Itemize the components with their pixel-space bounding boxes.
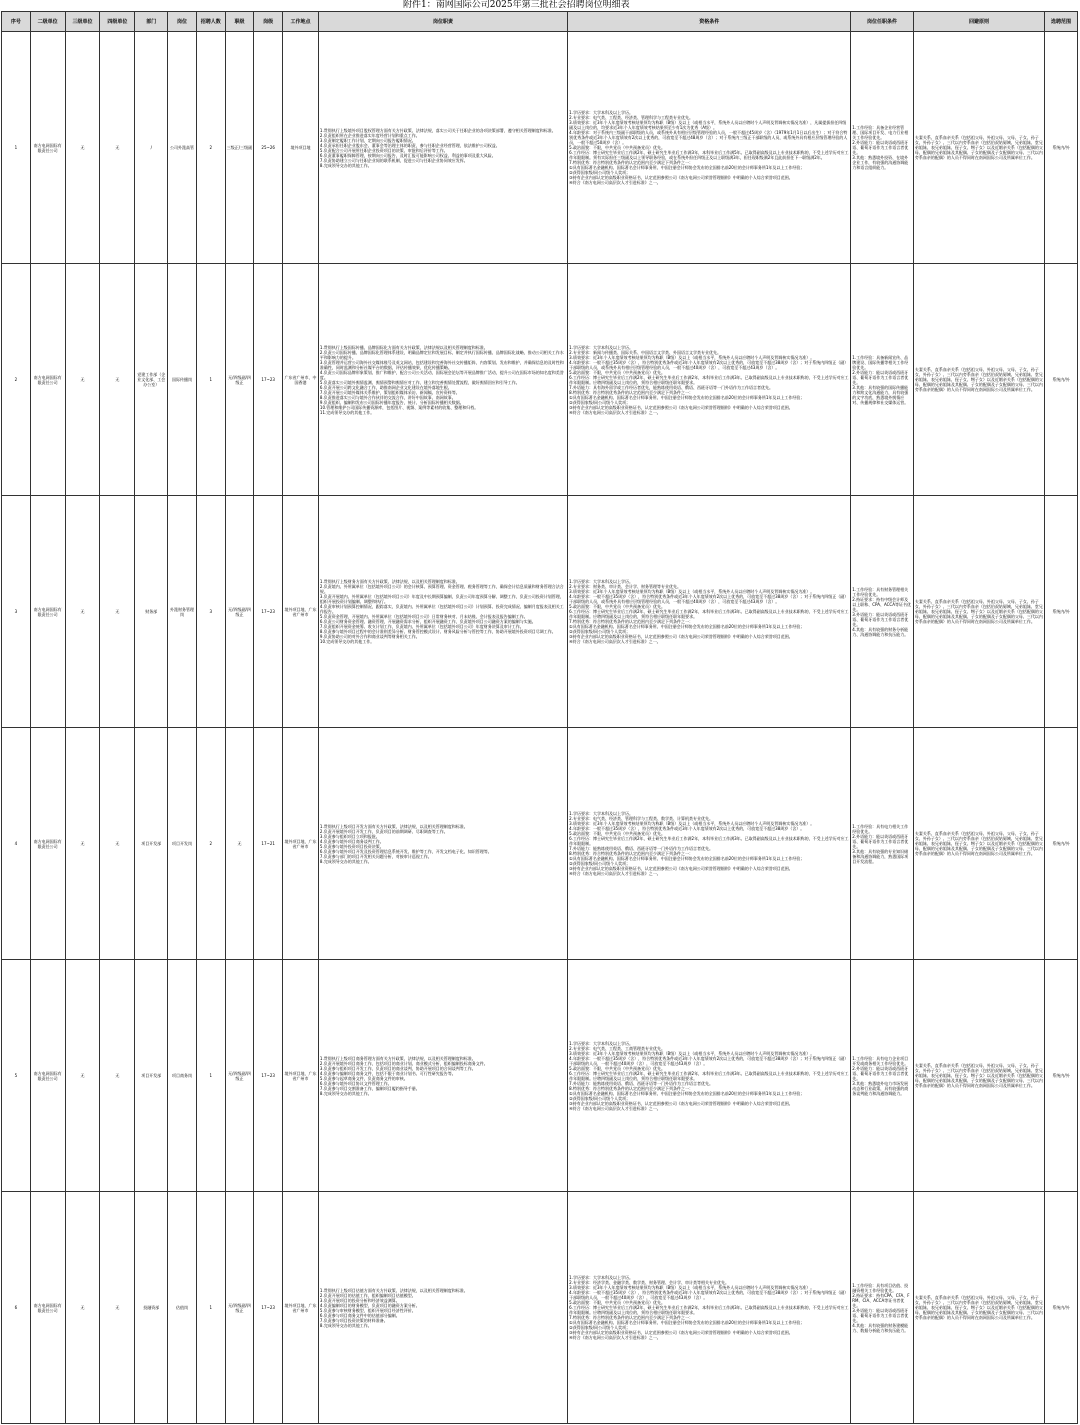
- job-duties-line: 1.贯彻执行上级国际传播、品牌国际化方面有关方针政策、法律法规以及相关管理制度和标准。: [319, 344, 488, 350]
- qualifications-line: 1.学历要求：大学本科及以上学历。: [569, 579, 633, 584]
- qualifications-line: 4.年龄要求：一般不超过35周岁（含），符合特别优秀条件或近3年个人年度绩效有2次以上优秀的，可放宽至不超过38周岁（含）；对于系统内四级正（副）干部职级的人员，一般不超过40周岁（含），可放宽至不超过43周岁（含）。: [569, 1055, 849, 1066]
- unit-level4: 无: [100, 496, 135, 728]
- job-requirements-line: 2.外语能力：能以英语或西班牙语、葡萄牙语作为工作语言者优先。: [852, 369, 909, 385]
- qualifications-line: 7.外语能力：能熟练使用英语、俄语、西班牙语等一门外语作为工作语言者优先。: [569, 1080, 713, 1086]
- job-duties-line: 4.负责审核计划预算控制情况，跟踪落实，负责境内、外所属单位（包括境外项目公司）计划预算、投资完成情况、编制月度报表及相关工作报告。: [319, 604, 564, 614]
- qualifications-line: 7.特别优秀：符合特别优秀条件的认定范围内至少满足下列条件之一：: [569, 1315, 693, 1320]
- job-requirements: [851, 960, 914, 1192]
- qualifications: [568, 496, 851, 728]
- table-row: [2, 32, 1078, 264]
- qualifications-line: ②获得国家级/同公司级个人奖项；: [569, 861, 631, 866]
- job-requirements-line: 2.外语能力：能以英语或西班牙语、葡萄牙语作为工作语言者优先。: [852, 1065, 909, 1081]
- unit-level2: 南方电网国际有限责任公司: [30, 1192, 65, 1424]
- job-duties-line: 9.负责协助公司的对外合作和商业谈判等财务相关工作。: [319, 634, 420, 639]
- qualifications-line: ③持有企业内部认定的高级职业资格证书，认定范围参照公司《南方电网公司荣誉管理细则》中明确的个人综合荣誉项目范围。: [569, 1100, 793, 1106]
- qualifications-line: 1.学历要求：大学本科及以上学历。: [569, 1040, 633, 1046]
- job-duties-line: 2.负责境内、外所属单位（包括境外项目公司）的会计核算、预算管理、资金管理、税务管理等工作，确保会计信息质量和财务管理合法合规。: [319, 584, 564, 594]
- qualifications-line: ③持有企业内部认定的高级职业资格证书，认定范围参照公司《南方电网公司荣誉管理细则》中明确的个人综合荣誉项目范围。: [569, 1330, 793, 1335]
- unit-level3: 无: [65, 264, 100, 496]
- job-duties-line: 4.负责编制项目的财务模型，负责项目的融资方案分析。: [319, 1302, 420, 1308]
- work-location: 境外项目地、广东省广州市: [283, 1192, 319, 1424]
- job-duties: [318, 264, 567, 496]
- job-requirements-line: 1.工作经验：具有项目估值、投融资相关工作经验优先。: [852, 1282, 909, 1293]
- qualifications-line: 4.年龄要求：对于系统内三级副干部职级的人员，或系统外具有相应层级管理经验的人员，一般不超过45周岁（含）（1979年1月1日以后出生）；对于符合特别优秀条件或近3年个人年度绩效有2次以上优秀的，可放宽至不超过48周岁（含）；对于系统内三级正干部职级的人员，或系统外具有相应层级管理经验的人员，一般不超过50周岁（含）。: [569, 130, 848, 145]
- qualifications-line: ③持有企业内部认定的高级职业资格证书，认定范围参照公司《南方电网公司荣誉管理细则》中明确的个人综合荣誉项目范围。: [569, 866, 793, 871]
- qualifications-line: ①具有国际著名金融机构、国际著名会计师事务所、中国注册会计师协会发布的全国排名前20位的会计师事务所1年及以上工作经验；: [569, 165, 805, 170]
- work-location: 境外项目地: [283, 32, 319, 264]
- job-duties-line: 4.负责公司国际品牌形象策划、推广和维护，配合公司公关活动，国际展会论坛等开展品牌推广活动，提升公司在国际市场的知名度和美誉度。: [319, 369, 564, 380]
- qualifications-line: ①具有国际著名金融机构、国际著名会计师事务所、中国注册会计师协会发布的全国排名前20位的会计师事务所1年及以上工作经验；: [569, 394, 805, 400]
- job-requirements-line: 2.外语能力：能以英语或西班牙语、葡萄牙语作为工作语言者优先。: [852, 833, 909, 849]
- job-duties-line: 4.负责参与境外项目商务谈判工作。: [319, 838, 384, 844]
- qualifications-line: 7.特别优秀：符合特别优秀条件的认定范围内至少满足下列条件之一：: [569, 619, 693, 624]
- qualifications-line: ④符合《南方电网公司高层次人才引进标准》之一。: [569, 871, 661, 876]
- header-row: [2, 12, 1078, 32]
- job-duties-line: 2.负责开展项目的估值工作，组织编制项目估值模型。: [319, 1292, 416, 1298]
- qualifications-line: 5.政治面貌：不限，中共党员（中共预备党员）优先。: [569, 369, 665, 375]
- header-cell: 岗级: [254, 12, 283, 32]
- qualifications-line: ④符合《南方电网公司高层次人才引进标准》之一。: [569, 1335, 661, 1340]
- qualifications: [568, 728, 851, 960]
- department: /: [135, 32, 168, 264]
- department: 项目开发部: [135, 728, 168, 960]
- job-duties-line: 7.负责参与项目交割准备工作，编制项目履约指导手册。: [319, 1085, 420, 1091]
- job-duties-line: 5.负责落实公司境外舆情监测、舆情预警和舆情应对工作，建立和完善舆情处置流程，做好舆情回应和引导工作。: [319, 379, 520, 385]
- unit-level3: 无: [65, 32, 100, 264]
- qualifications-line: ③持有企业内部认定的高级职业资格证书，认定范围参照公司《南方电网公司荣誉管理细则》中明确的个人综合荣誉项目范围。: [569, 175, 793, 180]
- job-duties-line: 3.负责开展境内、外所属单位（包括境外项目公司）年度及中长期预算编制，负责公司年度预算分解、调整工作，负责公司投资计划管理，组织开展投资计划编制、调整和执行。: [319, 594, 564, 604]
- row-number: 4: [2, 728, 31, 960]
- job-duties-line: 7.负责参与部门的项目开发相关问题分析，对接审计巡视工作。: [319, 853, 432, 859]
- selection-scope: 系统内/外: [1045, 496, 1078, 728]
- unit-level4: 无: [100, 728, 135, 960]
- header-cell: 工作地点: [283, 12, 319, 32]
- qualifications: [568, 1192, 851, 1424]
- qualifications-line: 2.专业要求：财务类、审计类、会计学、财务管理等专业优先。: [569, 584, 681, 589]
- header-cell: 部门: [135, 12, 168, 32]
- hire-count: 3: [196, 496, 225, 728]
- header-cell: 三级单位: [65, 12, 100, 32]
- unit-level2: 南方电网国际有限责任公司: [30, 32, 65, 264]
- job-duties: [318, 960, 567, 1192]
- qualifications-line: ①具有国际著名金融机构、国际著名会计师事务所、中国注册会计师协会发布的全国排名前20位的会计师事务所1年及以上工作经验；: [569, 624, 805, 629]
- qualifications-line: 1.学历要求：大学本科及以上学历。: [569, 110, 633, 115]
- qualifications-line: 2.专业要求：新闻与传播类、国际关系、中国语言文学类、外国语言文学类专业优先。: [569, 349, 721, 355]
- department: 财务部: [135, 496, 168, 728]
- job-requirements-line: 2.外语能力：能以英语或西班牙语、葡萄牙语作为工作语言者优先。: [852, 140, 909, 155]
- job-duties-line: 3.负责开展项目的投资分析和经济效益测算。: [319, 1297, 400, 1303]
- qualifications-line: 6.工作经历：博士研究生毕业后工作满2年，硕士研究生毕业后工作满2年，本科毕业后工作满3年。已取得副高级及以上专业技术职称的，不受上述学历对应工作年限限制。应聘四级副及以上岗位的，须符合相应职级任职年限要求。: [569, 374, 849, 385]
- job-duties-line: 3.负责参与组织项目开发工作，负责项目的商业谈判，协助开展项目的合同谈判等工作。: [319, 1065, 476, 1071]
- header-cell: 回避原则: [913, 12, 1044, 32]
- hire-count: 1: [196, 960, 225, 1192]
- job-duties-line: 8.完成领导交办的其他工作。: [319, 162, 372, 168]
- job-duties-line: 2.负责公司国际传播、品牌国际化管理体系建设，明确品牌定位和发展目标，制定并执行国际传播、品牌国际化战略，推动公司相关工作水平和影响力的提升。: [319, 349, 564, 360]
- job-duties-line: 11.完成领导交办的其他工作。: [319, 409, 375, 415]
- qualifications-line: 3.绩效要求：近3年个人年度绩效考核结果须均为称职（B级）及以上（或相当水平，系统外人员以应聘时个人声明及背调核实情况为准）。: [569, 589, 815, 594]
- department: 党建工作部（企业文化部、工会办公室）: [135, 264, 168, 496]
- job-duties-line: 5.负责参与起草商务文件，负责商务文件的审核。: [319, 1075, 408, 1081]
- selection-scope: 系统内/外: [1045, 960, 1078, 1192]
- job-duties-line: 5.负责参与境外投资项目投资决策。: [319, 843, 384, 849]
- job-requirements: [851, 264, 914, 496]
- header-cell: 招聘人数: [196, 12, 225, 32]
- position: 外派财务管理岗: [168, 496, 197, 728]
- pay-level: 17~23: [254, 1192, 283, 1424]
- job-duties-line: 8.完成领导交办的其他工作。: [319, 1090, 372, 1096]
- job-duties-line: 6.负责参与境外项目开发及投资管理信息系统开发、维护等工作，开发文档电子化、知识管理等。: [319, 848, 492, 854]
- qualifications-line: ①具有国际著名金融机构、国际著名会计师事务所、中国注册会计师协会发布的全国排名前20位的会计师事务所1年及以上工作经验；: [569, 1320, 805, 1325]
- qualifications-line: 6.工作经历：博士研究生毕业后工作满2年，硕士研究生毕业后工作满2年，本科毕业后工作满3年。已取得副高级及以上专业技术职称的，不受上述学历对应工作年限限制。应聘四级副及以上岗位的，须符合相应职级任职年限要求。: [569, 1305, 849, 1315]
- qualifications-line: 5.政治面貌：不限，中共党员（中共预备党员）优先。: [569, 831, 665, 836]
- job-requirements-line: 2.持证要求：持有中级会计师及以上职称、CPA、ACCA等证书优先。: [852, 596, 911, 612]
- job-duties-line: 2.负责组织所在企业推进落实年度经营计划和重点工作。: [319, 132, 420, 138]
- qualifications-line: 4.年龄要求：一般不超过35周岁（含），符合特别优秀条件或近3年个人年度绩效有2次以上优秀的，可放宽至不超过38周岁（含）。: [569, 826, 805, 831]
- unit-level3: 无: [65, 496, 100, 728]
- table-row: [2, 960, 1078, 1192]
- row-number: 6: [2, 1192, 31, 1424]
- hire-count: 2: [196, 32, 225, 264]
- qualifications-line: ④符合《南方电网公司高层次人才引进标准》之一。: [569, 180, 661, 185]
- qualifications-line: 6.工作经历：博士研究生毕业后工作满2年，硕士研究生毕业后工作满3年，本科毕业后工作满5年。已取得副高级及以上专业技术职称的，不受上述学历对应工作年限限制。须有实际担任三级副及以上领导职务经验，或在系统外担任四级正及以上职级满3年，担任现职级满2年且此前担任下一职级满2年。: [569, 150, 849, 160]
- job-requirements-line: 1.工作经验：具有电力企业项目开发或商务相关工作经验优先。: [852, 1055, 909, 1066]
- job-duties-line: 7.负责参与项目投资决策的材料准备。: [319, 1317, 388, 1323]
- position: 国际传播岗: [168, 264, 197, 496]
- qualifications-line: ④符合《南方电网公司高层次人才引进标准》之一。: [569, 409, 661, 415]
- qualifications-line: 1.学历要求：大学本科及以上学历。: [569, 811, 633, 816]
- qualifications-line: 1.学历要求：大学本科及以上学历。: [569, 1275, 633, 1280]
- qualifications-line: 3.绩效要求：近3年个人年度绩效考核结果须均为称职（B级）及以上（或相当水平，系统外人员以应聘时个人声明及背调核实情况为准）。: [569, 821, 815, 826]
- job-requirements-line: 4.其他：具有较强的财务分析能力、沟通协调能力和抗压能力。: [852, 626, 909, 637]
- header-cell: 二级单位: [30, 12, 65, 32]
- job-duties-line: 6.负责参与境外项目协议文件管理工作。: [319, 1080, 392, 1086]
- header-cell: 职级: [225, 12, 254, 32]
- job-duties-line: 9.负责组织、编制和发布公司国际传播年度报告，统计、分析国际传播相关数据。: [319, 399, 464, 405]
- job-duties-line: 6.负责董事履职保障管理，按期向公司报告，及时汇报可能影响公司权益、利益的事项及重大风险。: [319, 152, 496, 158]
- header-cell: 资格条件: [568, 12, 851, 32]
- job-duties-line: 6.负责公司财务资金管理、融资管理，开展融资需求分析，组织开展融资工作，负责境外项目公司融资方案的编制与实施。: [319, 619, 536, 624]
- job-duties-line: 6.负责参与项目商务文件中的估值部分编制。: [319, 1312, 400, 1318]
- job-duties: [318, 1192, 567, 1424]
- qualifications-line: 8.特别优秀：符合特别优秀条件的认定范围内至少满足下列条件之一：: [569, 1085, 693, 1091]
- job-duties: [318, 496, 567, 728]
- job-grade: 三级正/三级副: [225, 32, 254, 264]
- qualifications-line: ②获得国家级/同公司级个人奖项；: [569, 399, 631, 405]
- qualifications-line: 8.特别优秀：符合特别优秀条件的认定范围内至少满足下列条件之一：: [569, 851, 693, 856]
- job-duties-line: 1.贯彻执行上级项目估值方面有关方针政策、法律法规，以及相关管理制度和标准。: [319, 1287, 468, 1293]
- job-duties-line: 6.负责开展公司跨文化融合工作，助推南网企业文化建设在境外落地生根。: [319, 384, 452, 390]
- qualifications-line: 2.专业要求：经济学类、金融学类、数学类、财务管理、会计学、审计类等相关专业优先。: [569, 1280, 729, 1285]
- avoidance-rule: 夫妻关系、直系血亲关系（包括祖父母、外祖父母、父母、子女、孙子女、外孙子女）、三代以内旁系血亲（包括伯叔姑舅姨、兄弟姐妹、堂兄弟姐妹、表兄弟姐妹、侄子女、甥子女）以及近姻亲关系（包括配偶的父母、配偶的兄弟姐妹及其配偶、子女的配偶及子女配偶的父母、三代以内旁系血亲的配偶）的人员不得同时在南网国际公司及所属单位工作。: [913, 32, 1044, 264]
- job-duties-line: 10.完成领导交办的其他工作。: [319, 639, 375, 644]
- department: 投融资部: [135, 1192, 168, 1424]
- unit-level3: 无: [65, 1192, 100, 1424]
- job-duties-line: 8.完成领导交办的其他工作。: [319, 858, 372, 864]
- table-body: [2, 32, 1078, 1424]
- unit-level4: 无: [100, 1192, 135, 1424]
- job-duties-line: 1.贯彻执行上级境外项目股权管理方面有关方针政策、法律法规，落实公司关于任职企业的各项决策部署，遵守相关管理制度和标准。: [319, 127, 556, 133]
- selection-scope: 系统内/外: [1045, 1192, 1078, 1424]
- work-location: 广东省广州市、中国香港: [283, 264, 319, 496]
- qualifications-line: 6.工作经历：博士研究生毕业后工作满2年，硕士研究生毕业后工作满2年，本科毕业后工作满3年。已取得副高级及以上专业技术职称的，不受上述学历对应工作年限限制。: [569, 836, 849, 846]
- row-number: 2: [2, 264, 31, 496]
- row-number: 1: [2, 32, 31, 264]
- hire-count: 1: [196, 1192, 225, 1424]
- unit-level3: 无: [65, 728, 100, 960]
- qualifications-line: 2.专业要求：电气类、工程类、工商管理类专业优先。: [569, 1045, 665, 1051]
- qualifications-line: 5.政治面貌：不限，中共党员（中共预备党员）优先。: [569, 604, 665, 609]
- avoidance-rule: 夫妻关系、直系血亲关系（包括祖父母、外祖父母、父母、子女、孙子女、外孙子女）、三代以内旁系血亲（包括伯叔姑舅姨、兄弟姐妹、堂兄弟姐妹、表兄弟姐妹、侄子女、甥子女）以及近姻亲关系（包括配偶的父母、配偶的兄弟姐妹及其配偶、子女的配偶及子女配偶的父母、三代以内旁系血亲的配偶）的人员不得同时在南网国际公司及所属单位工作。: [913, 1192, 1044, 1424]
- qualifications-line: 8.特别优秀：符合特别优秀条件的认定范围内至少满足下列条件之一：: [569, 389, 693, 395]
- qualifications: [568, 264, 851, 496]
- job-duties-line: 1.贯彻执行上级财务方面有关方针政策、法律法规，以及相关管理制度和标准。: [319, 579, 460, 584]
- row-number: 5: [2, 960, 31, 1192]
- job-grade: 无: [225, 728, 254, 960]
- job-duties-line: 1.贯彻执行上级项目商务管理方面有关方针政策、法律法规，以及相关管理制度和标准。: [319, 1055, 476, 1061]
- header-cell: 四级单位: [100, 12, 135, 32]
- qualifications-line: ④符合《南方电网公司高层次人才引进标准》之一。: [569, 639, 661, 644]
- header-cell: 岗位职责: [318, 12, 567, 32]
- qualifications-line: 3.绩效要求：近3年个人年度绩效考核结果须均为称职（B级）及以上（或相当水平，系统外人员以应聘时个人声明及背调核实情况为准）。: [569, 1285, 815, 1290]
- table-row: [2, 728, 1078, 960]
- job-grade: 无/四级副/四级正: [225, 264, 254, 496]
- work-location: 境外项目地、广东省广州市: [283, 496, 319, 728]
- job-duties-line: 10.管理和维护公司国际传播资源库，包括图片、视频、案例等素材的收集、整理和归档。: [319, 404, 479, 410]
- qualifications-line: ③持有企业内部认定的高级职业资格证书，认定范围参照公司《南方电网公司荣誉管理细则》中明确的个人综合荣誉项目范围。: [569, 634, 793, 639]
- avoidance-rule: 夫妻关系、直系血亲关系（包括祖父母、外祖父母、父母、子女、孙子女、外孙子女）、三代以内旁系血亲（包括伯叔姑舅姨、兄弟姐妹、堂兄弟姐妹、表兄弟姐妹、侄子女、甥子女）以及近姻亲关系（包括配偶的父母、配偶的兄弟姐妹及其配偶、子女的配偶及子女配偶的父母、三代以内旁系血亲的配偶）的人员不得同时在南网国际公司及所属单位工作。: [913, 264, 1044, 496]
- qualifications: [568, 960, 851, 1192]
- job-duties-line: 4.负责参与编制项目商务文件，包括不限于商业计划书、可行性研究报告等。: [319, 1070, 456, 1076]
- job-duties: [318, 728, 567, 960]
- unit-level2: 南方电网国际有限责任公司: [30, 496, 65, 728]
- qualifications-line: ②获得国家级/同公司级个人奖项；: [569, 1095, 631, 1101]
- job-grade: 无/四级副/四级正: [225, 1192, 254, 1424]
- job-requirements: [851, 496, 914, 728]
- unit-level2: 南方电网国际有限责任公司: [30, 960, 65, 1192]
- job-duties-line: 5.负责资金管理，开展境内、外所属单位（包括境外项目公司）日常财务核对、月末结账、会计报表及报告编制工作。: [319, 614, 528, 619]
- avoidance-rule: 夫妻关系、直系血亲关系（包括祖父母、外祖父母、父母、子女、孙子女、外孙子女）、三代以内旁系血亲（包括伯叔姑舅姨、兄弟姐妹、堂兄弟姐妹、表兄弟姐妹、侄子女、甥子女）以及近姻亲关系（包括配偶的父母、配偶的兄弟姐妹及其配偶、子女的配偶及子女配偶的父母、三代以内旁系血亲的配偶）的人员不得同时在南网国际公司及所属单位工作。: [913, 728, 1044, 960]
- job-requirements-line: 1.工作经验：具备企业经营管理、国际项目开发、电力行业相关工作经验优先。: [852, 125, 909, 140]
- pay-level: 17~21: [254, 728, 283, 960]
- header-cell: 选聘范围: [1045, 12, 1078, 32]
- qualifications-line: 5.政治面貌：不限，中共党员（中共预备党员）优先。: [569, 145, 665, 150]
- qualifications-line: 6.工作经历：博士研究生毕业后工作满2年，硕士研究生毕业后工作满2年，本科毕业后工作满3年。已取得副高级及以上专业技术职称的，不受上述学历对应工作年限限制。应聘四级副及以上岗位的，须符合相应职级任职年限要求。: [569, 609, 849, 619]
- job-duties-line: 7.负责组织开展资金统筹、收支计划工作，负责境内、外所属单位（包括境外项目公司）年度财务决算及审计工作。: [319, 624, 524, 629]
- avoidance-rule: 夫妻关系、直系血亲关系（包括祖父母、外祖父母、父母、子女、孙子女、外孙子女）、三代以内旁系血亲（包括伯叔姑舅姨、兄弟姐妹、堂兄弟姐妹、表兄弟姐妹、侄子女、甥子女）以及近姻亲关系（包括配偶的父母、配偶的兄弟姐妹及其配偶、子女的配偶及子女配偶的父母、三代以内旁系血亲的配偶）的人员不得同时在南网国际公司及所属单位工作。: [913, 960, 1044, 1192]
- qualifications-line: 5.政治面貌：不限，中共党员（中共预备党员）优先。: [569, 1065, 665, 1071]
- unit-level4: 无: [100, 264, 135, 496]
- page-title: 附件1：南网国际公司2025年第三批社会招聘岗位明细表: [403, 0, 630, 10]
- job-duties-line: 7.负责开展公司境外媒体关系维护，策划组织媒体采访、新闻稿、宣传资料等。: [319, 389, 460, 395]
- unit-level2: 南方电网国际有限责任公司: [30, 264, 65, 496]
- job-duties-line: 2.负责开展境外项目开发工作，负责项目的前期调研、尽职调查等工作。: [319, 828, 448, 834]
- job-duties-line: 8.负责推进落实公司与境外合作伙伴的交流合作，讲好中国故事、南网故事。: [319, 394, 456, 400]
- job-requirements-line: 1.工作经验：具备新闻宣传、品牌建设、国际传播等相关工作经验优先。: [852, 354, 909, 370]
- qualifications-line: 3.绩效要求：近3年个人年度绩效考核结果须均为称职（B级）及以上（或相当水平，系统外人员以应聘时个人声明及背调核实情况为准）。: [569, 1050, 815, 1056]
- position: 项目开发岗: [168, 728, 197, 960]
- unit-level4: 无: [100, 960, 135, 1192]
- table-row: [2, 1192, 1078, 1424]
- qualifications-line: 7.外语能力：能熟练使用英语、俄语、西班牙语等一门外语作为工作语言者优先。: [569, 846, 713, 851]
- job-duties-line: 2.负责开展境外项目商务工作，包括项目的商业计划、商业模式分析，组织编制投标商务文件。: [319, 1060, 488, 1066]
- header-cell: 岗位: [168, 12, 197, 32]
- job-duties: [318, 32, 567, 264]
- job-requirements-line: 1.工作经验：具有电力相关工作经验优先。: [852, 823, 909, 834]
- qualifications-line: 1.学历要求：大学本科及以上学历。: [569, 344, 633, 350]
- qualifications-line: ②获得国家级/同公司级个人奖项；: [569, 170, 631, 175]
- header-cell: 岗位任职条件: [851, 12, 914, 32]
- position: 项目商务岗: [168, 960, 197, 1192]
- row-number: 3: [2, 496, 31, 728]
- job-duties-line: 3.负责管理并运营公司海外社交媒体账号及英文网站，包括建设和完善海外社交传播矩阵，内容策划、发布和维护，并确保信息的及时性和准确性，同时监测和分析社媒平台的数据，评估传播效果，优化传播策略。: [319, 359, 564, 370]
- job-requirements-line: 3.其他：熟悉境外投资、在境外企业工作，有较强的沟通协调能力和语言组织能力。: [852, 155, 909, 170]
- unit-level2: 南方电网国际有限责任公司: [30, 728, 65, 960]
- job-requirements-line: 3.其他：具有较强的专业知识储备和沟通协调能力，熟悉国际项目开发流程。: [852, 848, 909, 864]
- work-location: 境外项目地、广东省广州市: [283, 728, 319, 960]
- job-duties-line: 1.贯彻执行上级项目开发方面有关方针政策、法律法规，以及相关管理制度和标准。: [319, 823, 468, 829]
- qualifications-line: 4.年龄要求：一般不超过35周岁（含），符合特别优秀条件或近3年个人年度绩效有2次以上优秀的，可放宽至不超过38周岁（含）；对于系统内四级正（副）干部职级的人员，或系统外具有相应层级管理经验的人员，一般不超过40周岁（含），可放宽至不超过43周岁（含）。: [569, 594, 849, 604]
- hire-count: 1: [196, 264, 225, 496]
- selection-scope: 系统内/外: [1045, 264, 1078, 496]
- table-row: [2, 264, 1078, 496]
- work-location: 境外项目地、广东省广州市: [283, 960, 319, 1192]
- job-requirements-line: 1.工作经验：具有财务管理相关工作经验优先。: [852, 586, 909, 597]
- hire-count: 2: [196, 728, 225, 960]
- job-grade: 无/四级副/四级正: [225, 496, 254, 728]
- qualifications-line: 7.外语能力：具有海外留学或工作经历者优先，能熟练使用英语、俄语、西班牙语等一门外语作为工作语言者优先。: [569, 384, 773, 390]
- pay-level: 17~23: [254, 264, 283, 496]
- unit-level3: 无: [65, 960, 100, 1192]
- job-duties-line: 5.负责参与审核财务模型，组织开展项目经济性评价。: [319, 1307, 416, 1313]
- qualifications-line: 2.专业要求：电气类、工程类、经济类、管理科学与工程类专业优先。: [569, 115, 693, 120]
- pay-level: 17~23: [254, 496, 283, 728]
- job-requirements-line: 3.外语能力：能以英语或西班牙语、葡萄牙语作为工作语言者优先。: [852, 611, 909, 627]
- pay-level: 17~23: [254, 960, 283, 1192]
- qualifications-line: 5.政治面貌：不限，中共党员（中共预备党员）优先。: [569, 1300, 665, 1305]
- job-requirements-line: 2.持证要求：持有CPA、CFA、FRM、CIA、ACCA等证书者优先。: [852, 1292, 910, 1308]
- job-requirements: [851, 728, 914, 960]
- pay-level: 25~26: [254, 32, 283, 264]
- qualifications-line: 4.年龄要求：一般不超过35周岁（含），符合特别优秀条件或近3年个人年度绩效有2次以上优秀的，可放宽至不超过38周岁（含）；对于系统内四级正（副）干部职级的人员，一般不超过40周岁（含），可放宽至不超过43周岁（含）。: [569, 1290, 849, 1300]
- position: 公司外派高管: [168, 32, 197, 264]
- recruitment-table: [1, 11, 1078, 1424]
- qualifications-line: ②获得国家级/同公司级个人奖项；: [569, 629, 631, 634]
- job-duties-line: 7.负责协助建立公司与任职企业间的联系机制，促进公司与任职企业协同效应发挥。: [319, 157, 468, 163]
- job-requirements-line: 4.其他：具有较强的财务建模能力、数据分析能力和抗压能力。: [852, 1322, 909, 1333]
- qualifications-line: ③持有企业内部认定的高级职业资格证书，认定范围参照公司《南方电网公司荣誉管理细则》中明确的个人综合荣誉项目范围。: [569, 404, 793, 410]
- job-duties-line: 4.负责承担任职企业股东会、董事会等治理主体的职责，参与任职企业经营管理，依法维护公司权益。: [319, 142, 500, 148]
- job-duties-line: 3.负责制定履职工作计划，定期向公司报告履职情况。: [319, 137, 416, 143]
- job-duties-line: 8.负责参与境外项目过程中的会计准则差异分析、财务管控模式设计、财务风险分析与管控等工作，协助开展境外投资项目尽调工作。: [319, 629, 556, 634]
- position: 估值岗: [168, 1192, 197, 1424]
- job-requirements-line: 3.外语能力：能以英语或西班牙语、葡萄牙语作为工作语言者优先。: [852, 1307, 909, 1323]
- job-duties-line: 3.负责参与组织项目立项和报批。: [319, 833, 380, 839]
- job-duties-line: 5.负责配合公司开展所任职企业投资项目的决策、审批和后评价等工作。: [319, 147, 448, 153]
- job-requirements-line: 3.其他：熟悉境外电力市场发展动态和行业政策，具有较强的商务谈判能力和沟通协调能力。: [852, 1080, 909, 1096]
- job-requirements: [851, 1192, 914, 1424]
- avoidance-rule: 夫妻关系、直系血亲关系（包括祖父母、外祖父母、父母、子女、孙子女、外孙子女）、三代以内旁系血亲（包括伯叔姑舅姨、兄弟姐妹、堂兄弟姐妹、表兄弟姐妹、侄子女、甥子女）以及近姻亲关系（包括配偶的父母、配偶的兄弟姐妹及其配偶、子女的配偶及子女配偶的父母、三代以内旁系血亲的配偶）的人员不得同时在南网国际公司及所属单位工作。: [913, 496, 1044, 728]
- qualifications-line: ①具有国际著名金融机构、国际著名会计师事务所、中国注册会计师协会发布的全国排名前20位的会计师事务所1年及以上工作经验；: [569, 1090, 805, 1096]
- qualifications-line: 3.绩效要求：近3年个人年度绩效考核结果须均为称职（B级）及以上（或相当水平，系统外人员以应聘时个人声明及背调核实情况为准）。: [569, 354, 815, 360]
- job-requirements-line: 3.其他：具有较强的国际传播能力和跨文化沟通能力，具有较强的文字功底，熟悉境外舆情应对、传播规律和社交媒体运营。: [852, 384, 909, 405]
- qualifications-line: 6.工作经历：博士研究生毕业后工作满2年，硕士研究生毕业后工作满2年，本科毕业后工作满3年。已取得副高级及以上专业技术职称的，不受上述学历对应工作年限限制。应聘四级副及以上岗位的，须符合相应职级任职年限要求。: [569, 1070, 849, 1081]
- qualifications-line: ①具有国际著名金融机构、国际著名会计师事务所、中国注册会计师协会发布的全国排名前20位的会计师事务所1年及以上工作经验；: [569, 856, 805, 861]
- header-cell: 序号: [2, 12, 31, 32]
- qualifications: [568, 32, 851, 264]
- table-row: [2, 496, 1078, 728]
- qualifications-line: 7.特别优秀：符合特别优秀条件的认定范围内至少满足下列条件之一：: [569, 160, 693, 165]
- selection-scope: 系统内/外: [1045, 32, 1078, 264]
- unit-level4: 无: [100, 32, 135, 264]
- qualifications-line: 4.年龄要求：一般不超过35周岁（含），符合特别优秀条件或近3年个人年度绩效有2次以上优秀的，可放宽至不超过38周岁（含）；对于系统内四级正（副）干部职级的人员，或系统外具有相应层级管理经验的人员，一般不超过40周岁（含），可放宽至不超过43周岁（含）。: [569, 359, 849, 370]
- selection-scope: 系统内/外: [1045, 728, 1078, 960]
- qualifications-line: 3.绩效要求：近3年个人年度绩效考核结果须均为称职（B级）及以上（或相当水平，系统外人员以应聘时个人声明及背调核实情况为准），凡属提拔担任四级副及以上岗位的，均要求近3年个人年度绩效考核结果须至少有1次为优秀（A级）。: [569, 120, 847, 130]
- department: 项目开发部: [135, 960, 168, 1192]
- job-requirements: [851, 32, 914, 264]
- qualifications-line: 2.专业要求：电气类、经济类、管理科学与工程类、数学类、计算机类专业优先。: [569, 816, 713, 821]
- qualifications-line: ④符合《南方电网公司高层次人才引进标准》之一。: [569, 1105, 661, 1111]
- job-grade: 无/四级副/四级正: [225, 960, 254, 1192]
- job-duties-line: 8.完成领导交办的其他工作。: [319, 1322, 372, 1328]
- qualifications-line: ②获得国家级/同公司级个人奖项；: [569, 1325, 631, 1330]
